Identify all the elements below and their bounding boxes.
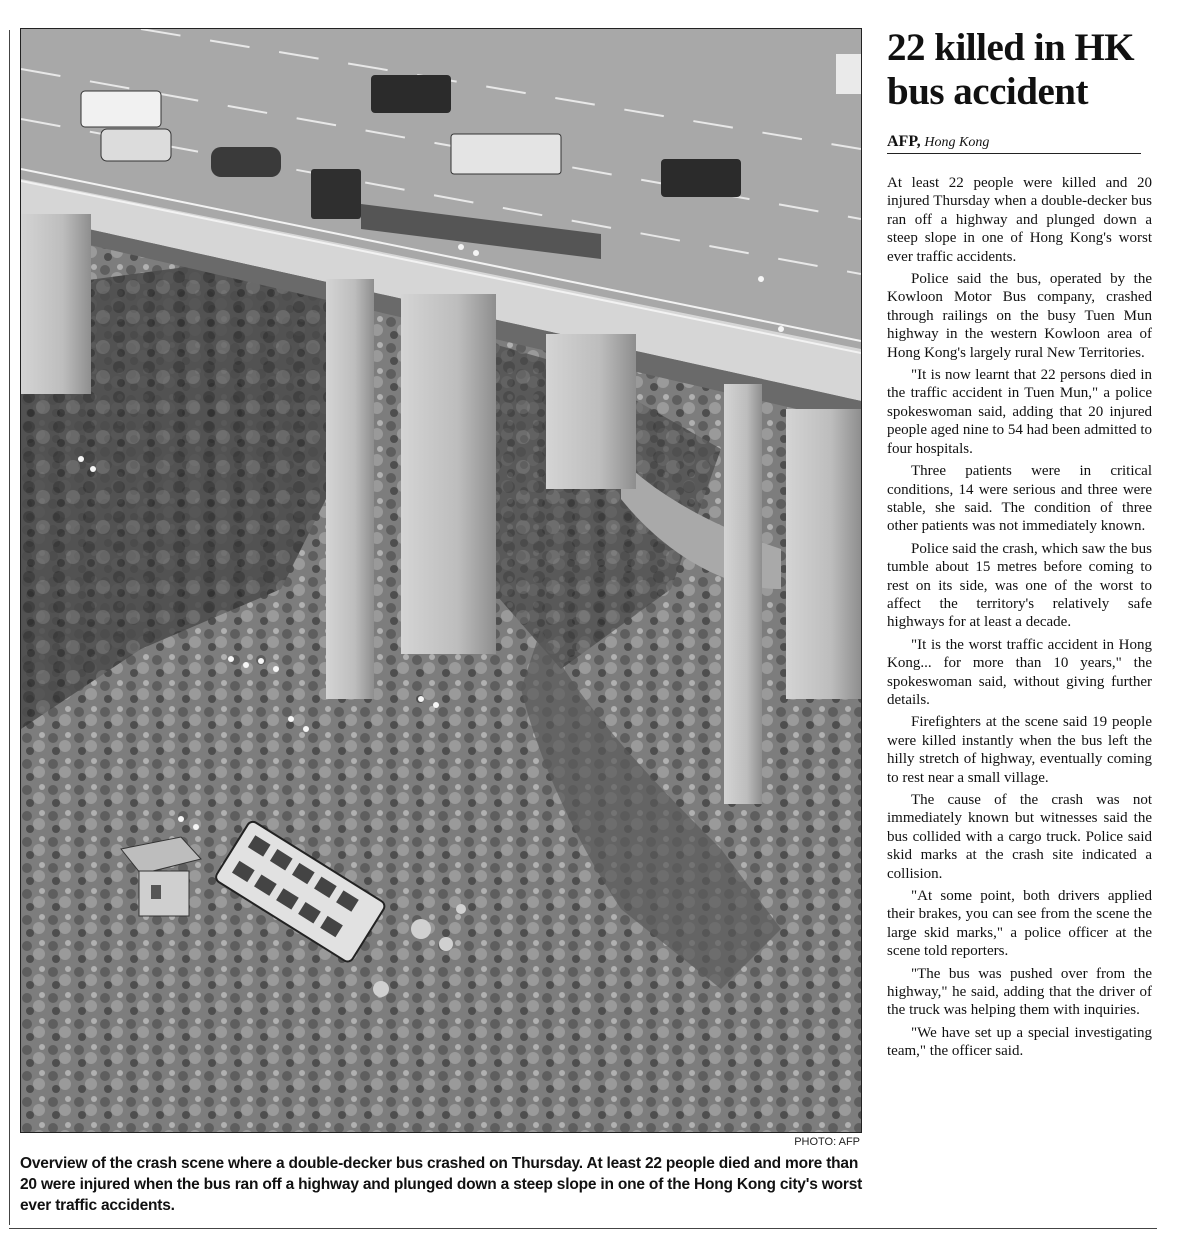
article-paragraph: "We have set up a special investigating team," the officer said. <box>887 1024 1152 1060</box>
article-paragraph: "It is the worst traffic accident in Hong Kong... for more than 10 years," the spokeswoman said, without giving further details. <box>887 636 1152 708</box>
article-paragraph: Police said the bus, operated by the Kowloon Motor Bus company, crashed through railings on the busy Tuen Mun highway in the western Kowloon area of Hong Kong's largely rural New Territories. <box>887 271 1152 361</box>
byline <box>887 133 1141 154</box>
article-paragraph: At least 22 people were killed and 20 injured Thursday when a double-decker bus ran off a highway and plunged down a steep slope in one of Hong Kong's worst ever traffic accidents. <box>887 175 1152 265</box>
article-paragraph: "At some point, both drivers applied their brakes, you can see from the scene the large skid marks," a police officer at the scene told reporters. <box>887 888 1152 960</box>
byline-agency: AFP, <box>887 133 921 150</box>
headline: 22 killed in HK bus accident <box>887 26 1135 113</box>
byline-place: Hong Kong <box>924 135 990 150</box>
column-rule-left <box>9 30 10 1225</box>
news-photo-crash-scene <box>20 28 862 1133</box>
article-paragraph: Firefighters at the scene said 19 people were killed instantly when the bus left the hilly stretch of highway, eventually coming to rest near a small village. <box>887 714 1152 786</box>
article-body <box>887 174 1152 1065</box>
photo-caption: Overview of the crash scene where a double-decker bus crashed on Thursday. At least 22 people died and more than 20 were injured when the bus ran off a highway and plunged down a steep slope in one of the Hong Kong city's worst ever traffic accidents. <box>20 1155 863 1214</box>
article-paragraph: "It is now learnt that 22 persons died in the traffic accident in Tuen Mun," a police spokeswoman said, adding that 20 injured people aged nine to 54 had been admitted to four hospitals. <box>887 367 1152 457</box>
page-rule-bottom <box>9 1228 1157 1229</box>
article-paragraph: The cause of the crash was not immediately known but witnesses said the bus collided with a cargo truck. Police said skid marks at the crash site indicated a collision. <box>887 792 1152 882</box>
photo-credit: PHOTO: AFP <box>794 1136 860 1148</box>
article-paragraph: Three patients were in critical conditions, 14 were serious and three were stable, she said. The condition of three other patients was not immediately known. <box>887 463 1152 535</box>
article-paragraph: Police said the crash, which saw the bus tumble about 15 metres before coming to rest on its side, was one of the worst to affect the territory's relatively safe highways for at least a decade. <box>887 540 1152 631</box>
article-paragraph: "The bus was pushed over from the highway," he said, adding that the driver of the truck was helping them with inquiries. <box>887 965 1152 1019</box>
